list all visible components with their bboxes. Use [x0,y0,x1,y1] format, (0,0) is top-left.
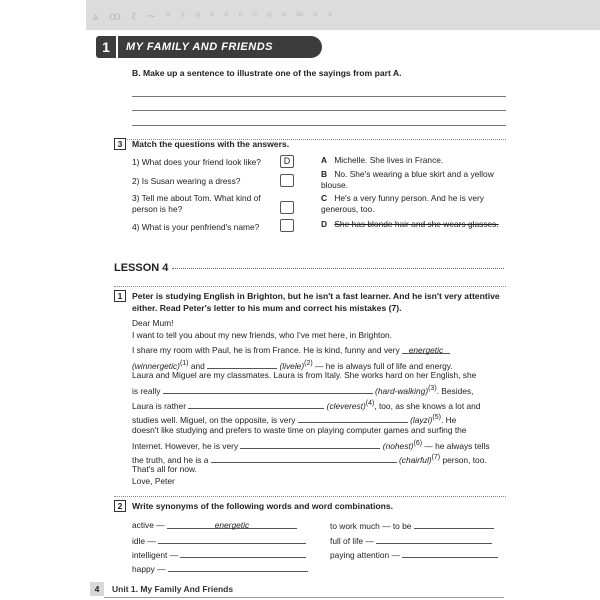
question-3: 3) Tell me about Tom. What kind of person is he? [132,193,261,214]
task2-instruction: Write synonyms of the following words and word combinations. [132,501,394,511]
answer-a: A Michelle. She lives in France. [321,155,444,165]
unit-title: MY FAMILY AND FRIENDS [126,41,273,53]
synonym-item: to work much — to be [330,520,494,532]
question-2: 2) Is Susan wearing a dress? [132,176,241,186]
answer-box-2[interactable] [280,174,294,187]
task-number-1: 1 [114,290,126,302]
task1-instruction: Peter is studying English in Brighton, but he isn't a fast learner. And he isn't very attentive either. Read Peter's letter to his mum and correct his mistakes (7). [132,291,500,313]
synonym-item: paying attention — [330,549,498,561]
synonym-item: happy — [132,563,308,575]
fill-blank-7[interactable] [211,454,397,463]
fill-blank-0[interactable]: energetic [402,345,450,354]
synonym-blank[interactable] [158,535,306,544]
lesson-divider [172,268,504,269]
letter-line-4: Laura and Miguel are my classmates. Laura is from Italy. She works hard on her English, she [132,370,477,380]
question-4: 4) What is your penfriend's name? [132,222,260,232]
answer-box-3[interactable] [280,201,294,214]
fill-blank-2[interactable] [207,360,277,369]
synonym-item: idle — [132,535,306,547]
header-decoration: ѧ ꝏ ℓ ~ ᵃ ʸ ᵍ ᵉ ᶜ ᵉ ᶜ ᵍ ᵘ ᵐ ᵉ ˣ [92,9,336,23]
letter-line-3: (winnergetic)$^{(1)}$ and (livele)$^{(2)}$ — he is always full of life and energy. [132,360,453,371]
letter-greeting: Dear Mum! [132,318,174,328]
synonym-blank[interactable] [180,549,306,558]
letter-signature: Love, Peter [132,476,175,486]
unit-banner [96,36,322,58]
letter-line-1: I want to tell you about my new friends, who I've met here, in Brighton. [132,330,392,340]
footer-text: Unit 1. My Family And Friends [112,584,234,594]
task-number-2: 2 [114,500,126,512]
header-band [86,0,600,30]
task3-instruction: Match the questions with the answers. [132,139,290,149]
answer-box-1[interactable]: D [280,155,294,168]
synonym-blank[interactable]: energetic [167,520,297,529]
synonym-item: active — energetic [132,520,297,531]
fill-blank-6[interactable] [240,440,380,449]
letter-line-5: is really (hard-walking)$^{(3)}$. Besides, [132,385,474,396]
answer-c: C He's a very funny person. And he is very generous, too. [321,193,484,214]
synonym-blank[interactable] [402,549,498,558]
page-number: 4 [90,582,104,596]
synonym-item: full of life — [330,535,492,547]
letter-line-8: doesn't like studying and prefers to waste time on playing computer games and surfing the [132,425,467,435]
answer-line-2[interactable] [132,110,506,111]
question-1: 1) What does your friend look like? [132,157,261,167]
task-separator [114,496,506,497]
fill-blank-4[interactable] [188,400,324,409]
answer-b: B No. She's wearing a blue skirt and a yellow blouse. [321,169,494,190]
footer-line [104,597,504,598]
fill-blank-3[interactable] [163,385,373,394]
answer-box-4[interactable] [280,219,294,232]
letter-line-7: studies well. Miguel, on the opposite, is very (layzi)$^{(5)}$. He [132,414,457,425]
unit-number: 1 [96,36,118,58]
answer-d: D She has blonde hair and she wears glasses. [321,219,499,229]
task-number-3: 3 [114,138,126,150]
task-b-instruction: B. Make up a sentence to illustrate one of the sayings from part A. [132,68,402,78]
lesson-title: LESSON 4 [114,262,169,274]
answer-line-3[interactable] [132,125,506,126]
letter-closing: That's all for now. [132,464,197,474]
letter-line-9: Internet. However, he is very (nohest)$^{(6)}$ — he always tells [132,440,490,451]
letter-line-10: the truth, and he is a (chairful)$^{(7)}$ person, too. [132,454,487,465]
synonym-blank[interactable] [414,520,494,529]
task-separator [114,286,506,287]
synonym-blank[interactable] [168,563,308,572]
synonym-item: intelligent — [132,549,306,561]
synonym-blank[interactable] [376,535,492,544]
letter-line-2: I share my room with Paul, he is from France. He is kind, funny and very energetic [132,345,506,357]
fill-blank-5[interactable] [298,414,408,423]
answer-line-1[interactable] [132,96,506,97]
letter-line-6: Laura is rather (cleverest)$^{(4)}$, too, as she knows a lot and [132,400,481,411]
